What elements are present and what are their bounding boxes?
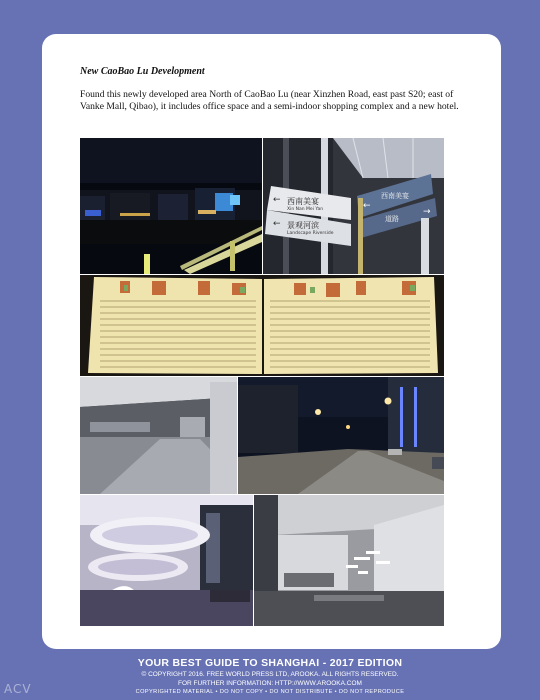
photo-night-skyline <box>80 138 262 274</box>
photo-directory-board <box>80 275 444 376</box>
photo-direction-sign <box>263 138 444 274</box>
arrow-left-icon-3: ← <box>363 201 371 211</box>
arrow-right-icon: → <box>423 207 431 217</box>
sign-right1-cn: 西南美宴 <box>381 192 409 200</box>
arrow-left-icon: ← <box>273 195 281 205</box>
arrow-left-icon-2: ← <box>273 219 281 229</box>
photo-atrium-staircase <box>80 495 253 626</box>
footer-info: FOR FURTHER INFORMATION: HTTP://WWW.AROOKA.COM <box>178 680 362 687</box>
sign-line1-en: Xin Nan Mei Yan <box>287 207 324 212</box>
sign-line2-cn: 景观河滨 <box>287 221 319 230</box>
sign-line1-cn: 西南美宴 <box>287 197 319 206</box>
sign-right2-cn: 道路 <box>385 215 399 223</box>
photo-night-street <box>238 377 444 494</box>
article-heading: New CaoBao Lu Development <box>80 66 205 77</box>
footer-notice: COPYRIGHTED MATERIAL • DO NOT COPY • DO NOT DISTRIBUTE • DO NOT REPRODUCE <box>135 689 405 695</box>
photo-lobby-lights <box>254 495 444 626</box>
photo-indoor-walkway <box>80 377 237 494</box>
watermark: ACV <box>4 682 32 696</box>
footer-title: YOUR BEST GUIDE TO SHANGHAI - 2017 EDITION <box>137 657 403 669</box>
footer-copyright: © COPYRIGHT 2016. FREE WORLD PRESS LTD, AROOKA. ALL RIGHTS RESERVED. <box>141 671 399 678</box>
sign-line2-en: Landscape Riverside <box>287 231 334 236</box>
article-paragraph: Found this newly developed area North of CaoBao Lu (near Xinzhen Road, east past S20; east of Vanke Mall, Qibao), it includes office space and a semi-indoor shopping complex and a new hotel. <box>80 89 459 113</box>
